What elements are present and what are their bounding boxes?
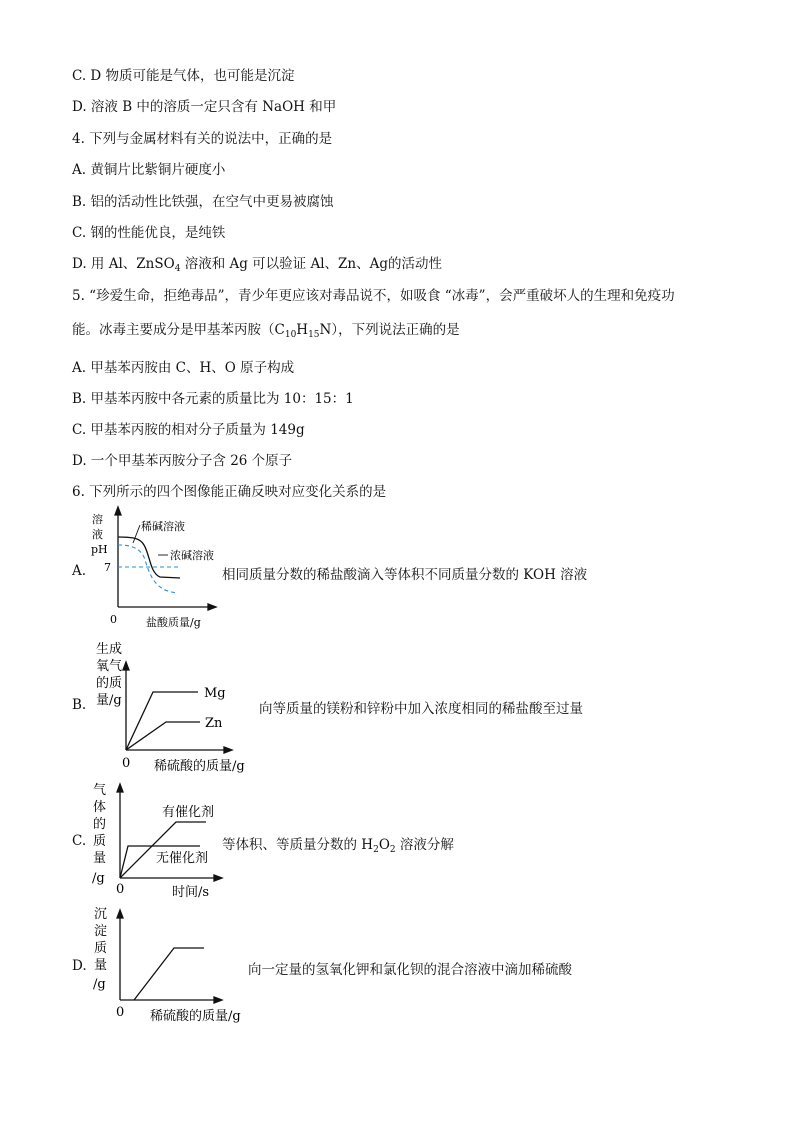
graph-d-y-arrow [117, 910, 123, 918]
q6-option-c-label: C. [72, 833, 87, 849]
q3-option-c: C. D 物质可能是气体，也可能是沉淀 [72, 68, 295, 84]
graph-c-ylabel-1: 气 [93, 783, 107, 798]
graph-b-y-arrow [123, 662, 129, 670]
q4-option-a: A. 黄铜片比紫铜片硬度小 [72, 162, 226, 178]
graph-a-label-concentrated: 浓碱溶液 [170, 549, 214, 562]
graph-c-ylabel-2: 体 [93, 800, 107, 815]
q6-option-b-caption: 向等质量的镁粉和锌粉中加入浓度相同的稀盐酸至过量 [259, 701, 583, 717]
q3-option-d: D. 溶液 B 中的溶质一定只含有 NaOH 和甲 [72, 99, 337, 115]
q6-option-a-caption: 相同质量分数的稀盐酸滴入等体积不同质量分数的 KOH 溶液 [222, 567, 588, 583]
q5-option-a: A. 甲基苯丙胺由 C、H、O 原子构成 [72, 360, 295, 376]
graph-a-tick-7: 7 [104, 561, 111, 574]
q4-option-c: C. 钢的性能优良，是纯铁 [72, 225, 226, 241]
graph-c-ylabel-4: 质 [93, 834, 107, 849]
q4d-text-post: 溶液和 Ag 可以验证 Al、Zn、Ag的活动性 [180, 256, 443, 272]
graph-b-ylabel-3: 的质 [96, 676, 123, 691]
q5-stem-line1: 5. “珍爱生命，拒绝毒品”，青少年更应该对毒品说不，如吸食 “冰毒”，会严重破坏人的生理和免疫功 [72, 288, 675, 304]
graph-c-ylabel-5: 量 [93, 851, 107, 866]
graph-b-ylabel-4: 量/g [96, 693, 122, 708]
graph-d-ylabel-3: 质 [94, 941, 108, 956]
graph-a-xlabel: 盐酸质量/g [146, 616, 201, 629]
graph-b-line-mg [126, 692, 198, 750]
q6-option-c-caption [222, 833, 454, 855]
q5-subscript-h: 15 [308, 330, 320, 340]
c-caption-sub1: 2 [373, 845, 379, 855]
graph-c-ylabel-6: /g [92, 871, 105, 886]
q5-subscript-c: 10 [284, 330, 297, 340]
graph-b-origin: 0 [122, 756, 131, 771]
graph-a-x-arrow [208, 604, 216, 610]
graph-c-ylabel-3: 的 [93, 817, 107, 832]
q4-stem: 4. 下列与金属材料有关的说法中，正确的是 [72, 131, 333, 147]
graph-c-origin: 0 [116, 882, 125, 897]
q5-option-d: D. 一个甲基苯丙胺分子含 26 个原子 [72, 453, 293, 469]
q4d-text-pre: D. 用 Al、ZnSO [72, 256, 175, 272]
c-caption-post: 溶液分解 [395, 837, 454, 853]
q4-option-b: B. 铝的活动性比铁强，在空气中更易被腐蚀 [72, 194, 334, 210]
c-caption-mid: O [378, 837, 390, 853]
graph-c-label-catalyst: 有催化剂 [162, 805, 215, 820]
graph-a [88, 505, 223, 630]
q6-option-d-label: D. [72, 958, 87, 974]
graph-d-ylabel-5: /g [93, 977, 106, 992]
graph-b [88, 636, 263, 776]
q6-stem: 6. 下列所示的四个图像能正确反映对应变化关系的是 [72, 484, 387, 500]
graph-b-ylabel-1: 生成 [96, 642, 123, 657]
graph-c [88, 778, 228, 900]
graph-a-ylabel-2: 液 [92, 528, 103, 541]
graph-c-label-no-catalyst: 无催化剂 [156, 851, 209, 866]
graph-d-origin: 0 [116, 1005, 125, 1020]
graph-d-ylabel-1: 沉 [94, 907, 108, 922]
graph-c-x-arrow [214, 875, 222, 881]
graph-d-x-arrow [214, 997, 222, 1003]
graph-a-y-arrow [115, 507, 121, 515]
graph-a-ylabel-1: 溶 [92, 513, 103, 526]
graph-d-xlabel: 稀硫酸的质量/g [150, 1009, 241, 1024]
q5-text-h: H [296, 322, 309, 338]
q5-option-b: B. 甲基苯丙胺中各元素的质量比为 10：15：1 [72, 391, 354, 407]
graph-a-curve-concentrated [118, 545, 178, 593]
graph-b-label-mg: Mg [204, 686, 226, 701]
q4d-subscript: 4 [174, 264, 181, 274]
graph-b-label-zn: Zn [205, 716, 223, 731]
q6-option-a-label: A. [72, 563, 87, 579]
q5-text-pre: 能。冰毒主要成分是甲基苯丙胺（C [72, 322, 285, 338]
graph-b-ylabel-2: 氧气 [96, 659, 123, 674]
graph-a-ylabel-3: pH [91, 543, 108, 556]
graph-c-line-catalyst [120, 822, 209, 878]
q5-text-post: N），下列说法正确的是 [319, 322, 460, 338]
graph-b-x-arrow [224, 747, 232, 753]
graph-d-ylabel-4: 量 [94, 958, 108, 973]
c-caption-pre: 等体积、等质量分数的 H [222, 837, 374, 853]
q5-option-c: C. 甲基苯丙胺的相对分子质量为 149g [72, 422, 305, 438]
graph-c-xlabel: 时间/s [172, 885, 210, 900]
q6-option-d-caption: 向一定量的氢氧化钾和氯化钡的混合溶液中滴加稀硫酸 [248, 962, 572, 978]
graph-d [88, 902, 258, 1027]
graph-a-origin: 0 [110, 613, 117, 626]
q6-option-b-label: B. [72, 697, 87, 713]
q5-stem-line2 [72, 321, 460, 344]
graph-d-line-precipitate [134, 948, 204, 1000]
c-caption-sub2: 2 [389, 845, 396, 855]
graph-d-ylabel-2: 淀 [94, 924, 108, 939]
graph-a-label-dilute: 稀碱溶液 [141, 520, 185, 533]
graph-b-xlabel: 稀硫酸的质量/g [154, 759, 245, 774]
q4-option-d [72, 255, 442, 278]
graph-c-y-arrow [117, 784, 123, 792]
